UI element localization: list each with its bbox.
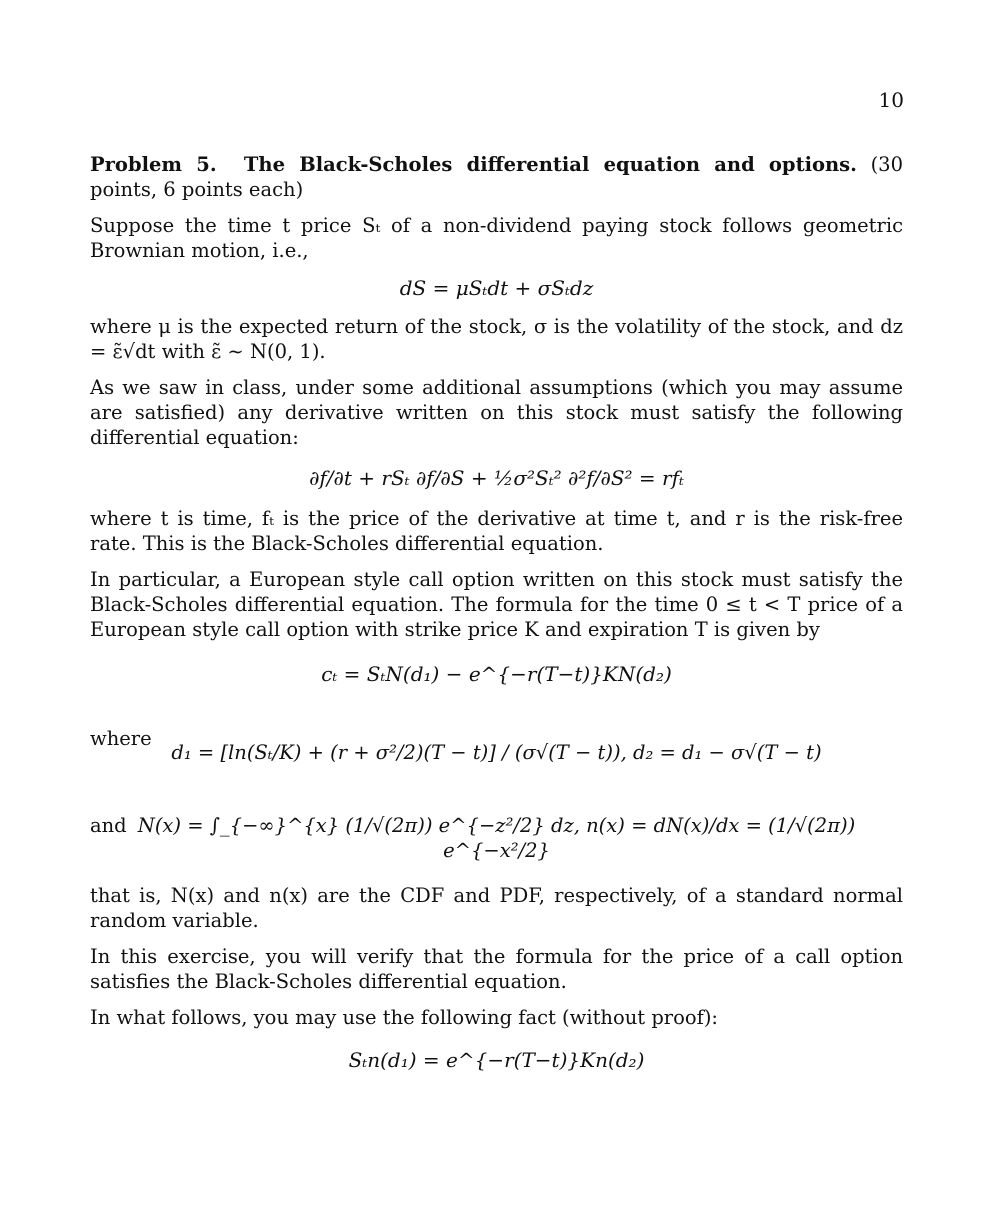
equation-call-price: cₜ = SₜN(d₁) − e^{−r(T−t)}KN(d₂) — [321, 662, 672, 686]
equation-black-scholes: ∂f/∂t + rSₜ ∂f/∂S + ½σ²Sₜ² ∂²f/∂S² = rfₜ — [309, 466, 684, 490]
problem-title: The Black-Scholes differential equation and options. — [243, 153, 857, 176]
problem-heading — [90, 152, 903, 202]
problem-label: Problem 5. — [90, 153, 217, 176]
exercise-paragraph: In this exercise, you will verify that the formula for the price of a call option satisfies the Black-Scholes differential equation. — [90, 945, 903, 993]
problem-points: (30 points, 6 points each) — [90, 153, 903, 201]
document-body — [90, 152, 903, 1086]
fact-paragraph: In what follows, you may use the following fact (without proof): — [90, 1006, 718, 1029]
black-scholes-paragraph: where t is time, fₜ is the price of the derivative at time t, and r is the risk-free rate. This is the Black-Scholes differential equation. — [90, 507, 903, 555]
cdf-paragraph: that is, N(x) and n(x) are the CDF and PDF, respectively, of a standard normal random variable. — [90, 884, 903, 932]
intro-paragraph: Suppose the time t price Sₜ of a non-dividend paying stock follows geometric Brownian motion, i.e., — [90, 214, 903, 262]
equation-gbm: dS = μSₜdt + σSₜdz — [399, 276, 594, 300]
and-label: and — [90, 813, 127, 837]
n-row — [90, 787, 903, 863]
d1-row — [90, 712, 903, 765]
where-label: where — [90, 727, 152, 750]
page-number: 10 — [878, 88, 904, 112]
equation-normal-cdf-pdf: N(x) = ∫_{−∞}^{x} (1/√(2π)) e^{−z²/2} dz, n(x) = dN(x)/dx = (1/√(2π)) e^{−x²/2} — [137, 814, 856, 862]
call-option-paragraph: In particular, a European style call option written on this stock must satisfy the Black-Scholes differential equation. The formula for the time 0 ≤ t < T price of a European style call option with strike price K and expiration T is given by — [90, 568, 903, 641]
definitions-paragraph: where μ is the expected return of the stock, σ is the volatility of the stock, and dz = ε̃√dt with ε̃ ∼ N(0, 1). — [90, 315, 903, 363]
class-paragraph: As we saw in class, under some additional assumptions (which you may assume are satisfied) any derivative written on this stock must satisfy the following differential equation: — [90, 376, 903, 449]
equation-d1-d2: d₁ = [ln(Sₜ/K) + (r + σ²/2)(T − t)] / (σ√(T − t)), d₂ = d₁ − σ√(T − t) — [171, 741, 822, 764]
equation-fact: Sₜn(d₁) = e^{−r(T−t)}Kn(d₂) — [348, 1048, 645, 1072]
